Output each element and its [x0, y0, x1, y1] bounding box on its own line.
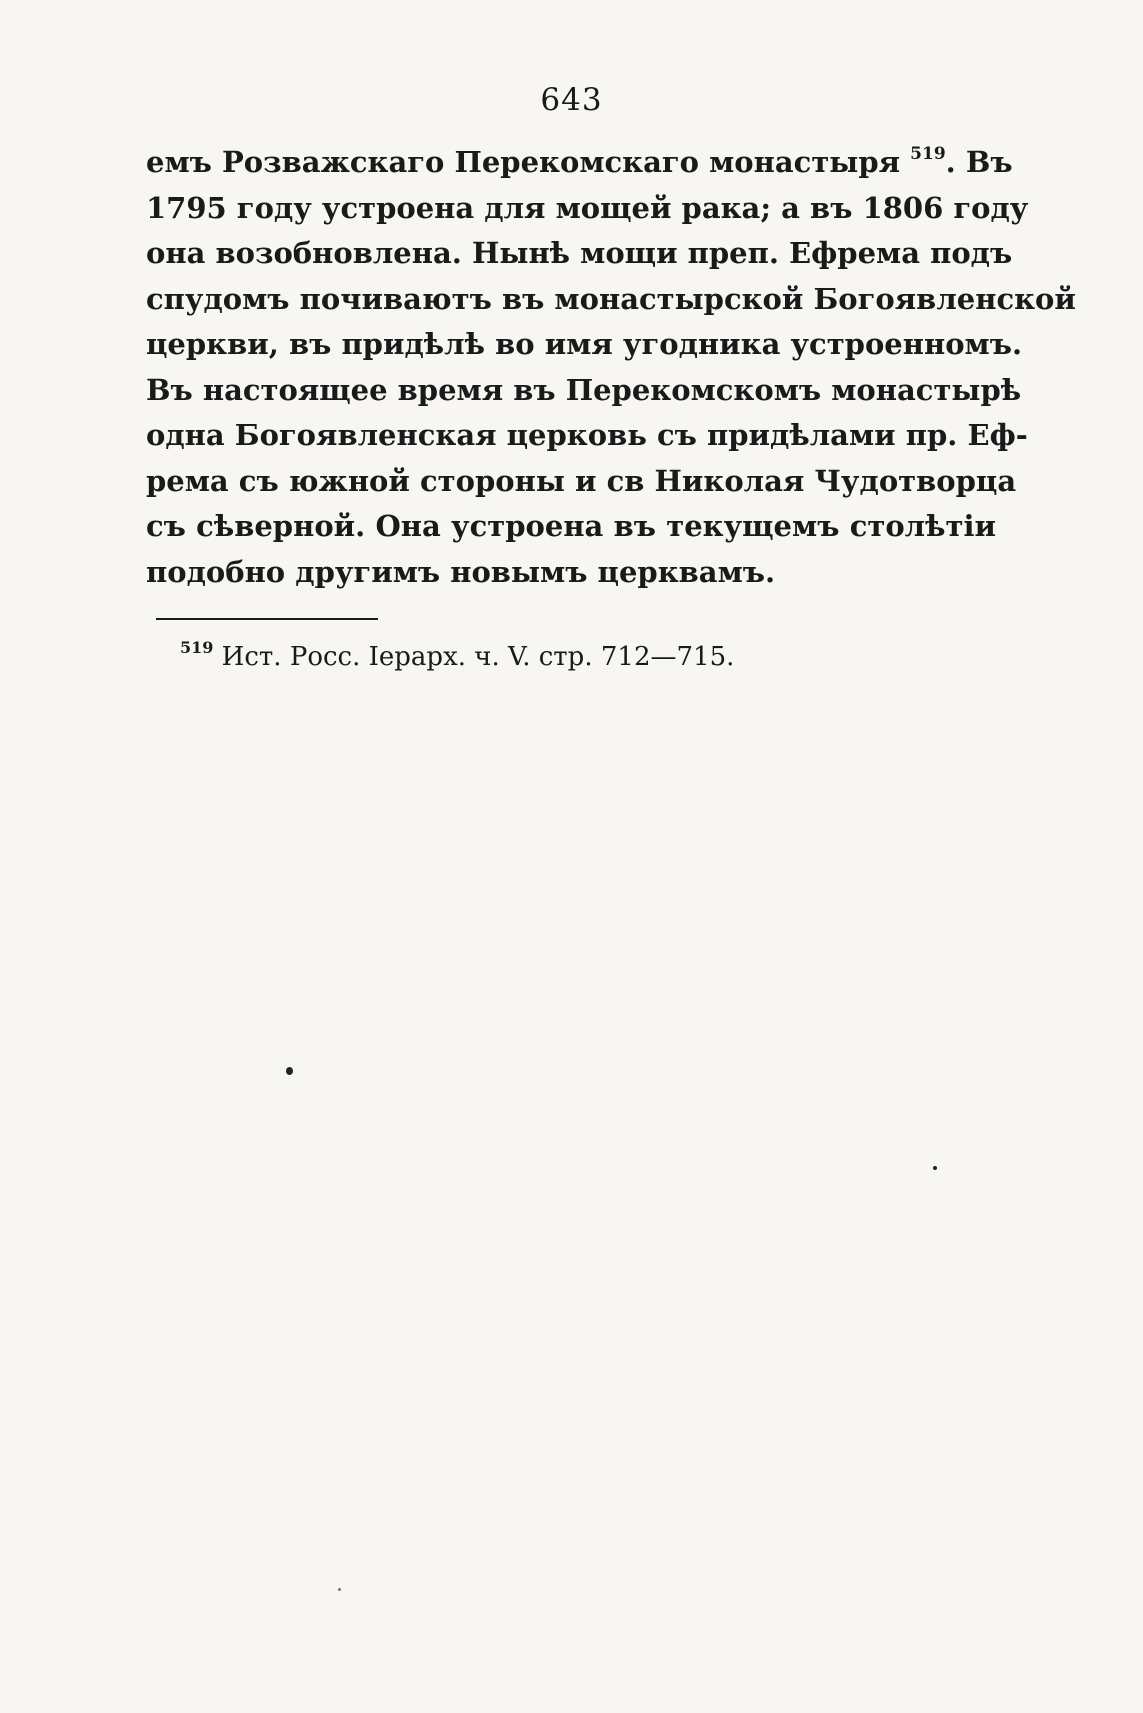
text-line-8: рема съ южной стороны и св Николая Чудотворца: [146, 463, 1017, 498]
text-line-1-start: емъ Розважскаго Перекомскаго монастыря: [146, 145, 901, 179]
footnote-reference: 519: [910, 144, 946, 164]
text-line-6: Въ настоящее время въ Перекомскомъ монастырѣ: [146, 372, 1022, 407]
footnote-divider: [156, 618, 378, 620]
ink-speck: [933, 1166, 937, 1170]
text-line-10: подобно другимъ новымъ церквамъ.: [146, 554, 776, 589]
text-line-4: спудомъ почиваютъ въ монастырской Богоявленской: [146, 281, 1076, 316]
page-number: 643: [540, 82, 603, 118]
ink-speck: [286, 1067, 293, 1075]
text-line-5: церкви, въ придѣлѣ во имя угодника устроенномъ.: [146, 327, 1023, 361]
footnote-mark: 519: [180, 638, 214, 657]
footnote: [180, 638, 735, 672]
text-line-1: [146, 140, 1013, 186]
text-line-9: съ сѣверной. Она устроена въ текущемъ столѣтіи: [146, 509, 996, 543]
text-line-3: она возобновлена. Нынѣ мощи преп. Ефрема подъ: [146, 236, 1013, 270]
text-line-1-end: . Въ: [945, 145, 1013, 179]
footnote-text: Ист. Росс. Іерарх. ч. V. стр. 712—715.: [221, 642, 735, 672]
ink-speck: [338, 1588, 341, 1591]
text-line-2: 1795 году устроена для мощей рака; а въ 1806 году: [146, 190, 1029, 225]
main-text: [146, 140, 1076, 595]
show-through-reverse-text: [150, 640, 1050, 1440]
text-line-7: одна Богоявленская церковь съ придѣлами пр. Еф-: [146, 418, 1028, 452]
